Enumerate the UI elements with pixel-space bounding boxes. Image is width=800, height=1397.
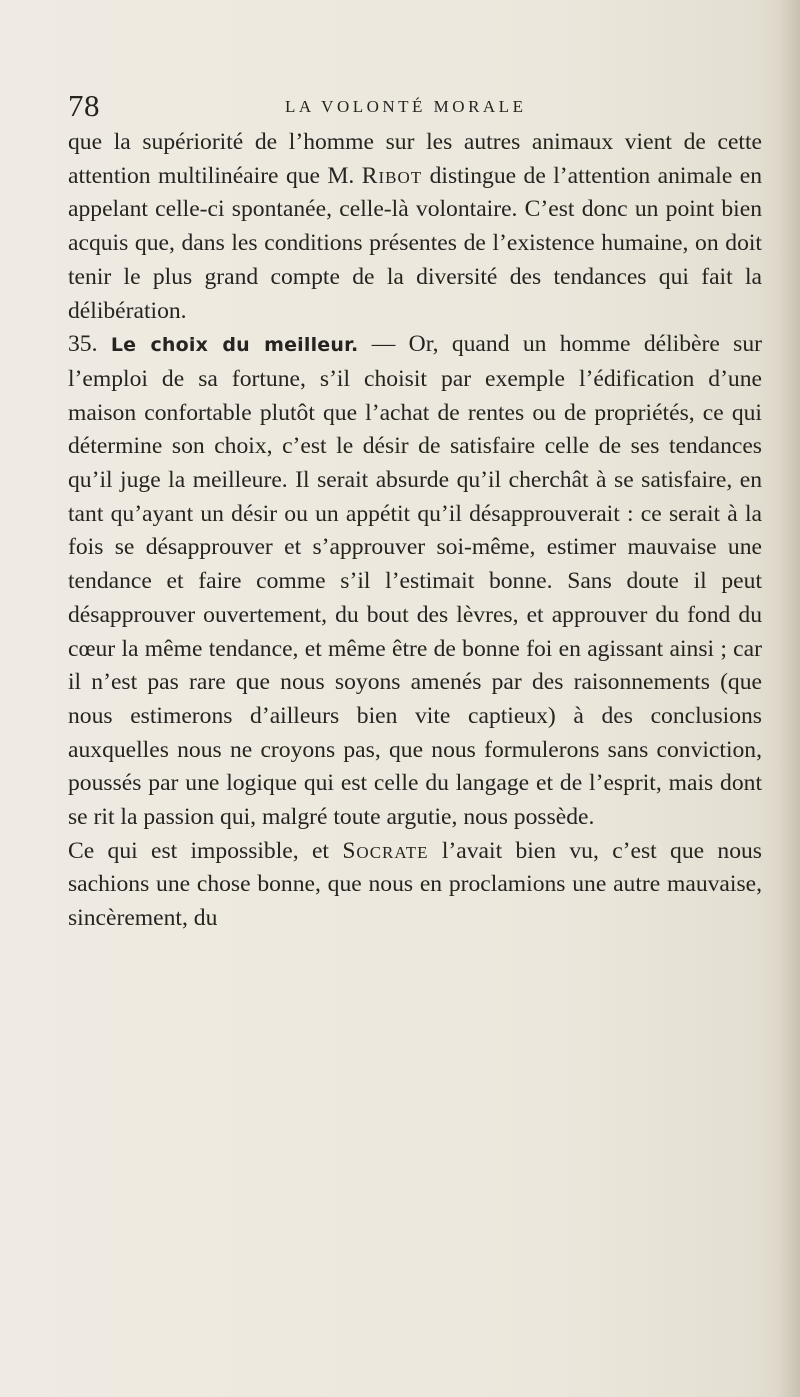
section-number: 35. (68, 331, 98, 358)
running-title: LA VOLONTÉ MORALE (285, 97, 527, 116)
paragraph-text: l’avait bien vu, c’est que nous sachions une chose bonne, que nous en proclamions une autre mauvaise, sincèrement, du (68, 837, 762, 932)
paragraph-continuation (68, 126, 762, 328)
author-name-socrate: Socrate (342, 837, 429, 864)
paragraph-text: que la supériorité de l’homme sur les autres animaux vient de cette attention multilinéaire que M. (68, 129, 762, 189)
page-number: 78 (68, 88, 100, 123)
paragraph-text: distingue de l’attention animale en appelant celle-ci spontanée, celle-là volontaire. C’est donc un point bien acquis que, dans les conditions présentes de l’existence humaine, on doit tenir le plus grand compte de la diversité des tendances qui fait la délibération. (68, 162, 762, 324)
paragraph-section-35 (68, 328, 762, 835)
paragraph-text: Ce qui est impossible, et (68, 837, 343, 864)
paragraph-socrate (68, 835, 762, 936)
paragraph-text: — Or, quand un homme délibère sur l’emploi de sa fortune, s’il choisit par exemple l’édification d’une maison confortable plutôt que l’achat de rentes ou de propriétés, ce qui détermine son choix, c’est le désir de satisfaire celle de ses tendances qu’il juge la meilleure. Il serait absurde qu’il cherchât à se satisfaire, en tant qu’ayant un désir ou un appétit qu’il désapprouverait : ce serait à la fois se désapprouver et s’approuver soi-même, estimer mauvaise une tendance et faire comme s’il l’estimait bonne. Sans doute il peut désapprouver ouvertement, du bout des lèvres, et approuver du fond du cœur la même tendance, et même être de bonne foi en agissant ainsi ; car il n’est pas rare que nous soyons amenés par des raisonnements (que nous estimerons d’ailleurs bien vite captieux) à des conclusions auxquelles nous ne croyons pas, que nous formulerons sans conviction, poussés par une logique qui est celle du langage et de l’esprit, mais dont se rit la passion qui, malgré toute argutie, nous possède. (68, 331, 762, 831)
page-header (68, 86, 758, 126)
body-text (68, 126, 762, 936)
page-edge-shadow (778, 0, 800, 1397)
author-name-ribot: Ribot (361, 162, 423, 189)
section-title: Le choix du meilleur. (110, 334, 359, 357)
